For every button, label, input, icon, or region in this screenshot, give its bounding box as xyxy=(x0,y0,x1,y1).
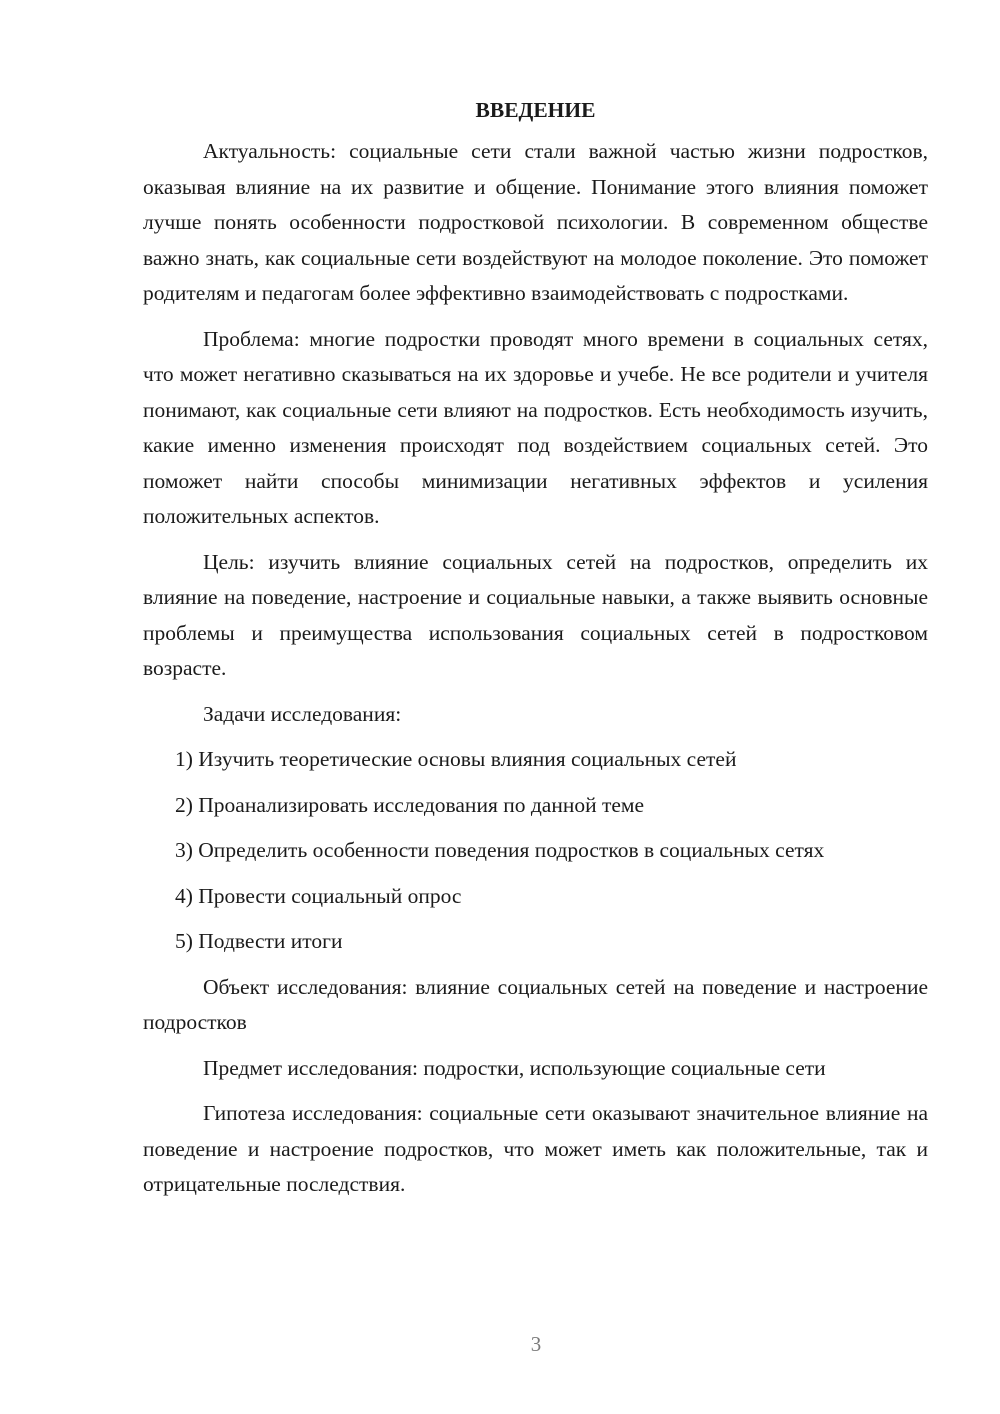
task-item-4: 4) Провести социальный опрос xyxy=(175,883,462,908)
document-page xyxy=(143,92,928,1213)
relevance-paragraph: Актуальность: социальные сети стали важной частью жизни подростков, оказывая влияние на их развитие и общение. Понимание этого влияния поможет лучше понять особенности подростковой психологии. В современном обществе важно знать, как социальные сети воздействуют на молодое поколение. Это поможет родителям и педагогам более эффективно взаимодействовать с подростками. xyxy=(143,139,928,305)
page-title: ВВЕДЕНИЕ xyxy=(475,98,596,122)
tasks-heading: Задачи исследования: xyxy=(203,701,402,726)
task-item-1: 1) Изучить теоретические основы влияния социальных сетей xyxy=(175,747,737,771)
problem-paragraph: Проблема: многие подростки проводят много времени в социальных сетях, что может негативно сказываться на их здоровье и учебе. Не все родители и учителя понимают, как социальные сети влияют на подростков. Есть необходимость изучить, какие именно изменения происходят под воздействием социальных сетей. Это поможет найти способы минимизации негативных эффектов и усиления положительных аспектов. xyxy=(143,326,928,528)
task-item-3: 3) Определить особенности поведения подростков в социальных сетях xyxy=(175,838,825,862)
task-list xyxy=(143,742,928,960)
goal-paragraph: Цель: изучить влияние социальных сетей на подростков, определить их влияние на поведение, настроение и социальные навыки, а также выявить основные проблемы и преимущества использования социальных сетей в подростковом возрасте. xyxy=(143,549,928,680)
task-item-2: 2) Проанализировать исследования по данной теме xyxy=(175,792,645,817)
subject-paragraph: Предмет исследования: подростки, использующие социальные сети xyxy=(203,1055,826,1080)
task-item-5: 5) Подвести итоги xyxy=(175,929,343,953)
page-number: 3 xyxy=(530,1332,542,1356)
hypothesis-paragraph: Гипотеза исследования: социальные сети оказывают значительное влияние на поведение и настроение подростков, что может иметь как положительные, так и отрицательные последствия. xyxy=(143,1101,928,1196)
object-paragraph: Объект исследования: влияние социальных сетей на поведение и настроение подростков xyxy=(143,974,928,1034)
